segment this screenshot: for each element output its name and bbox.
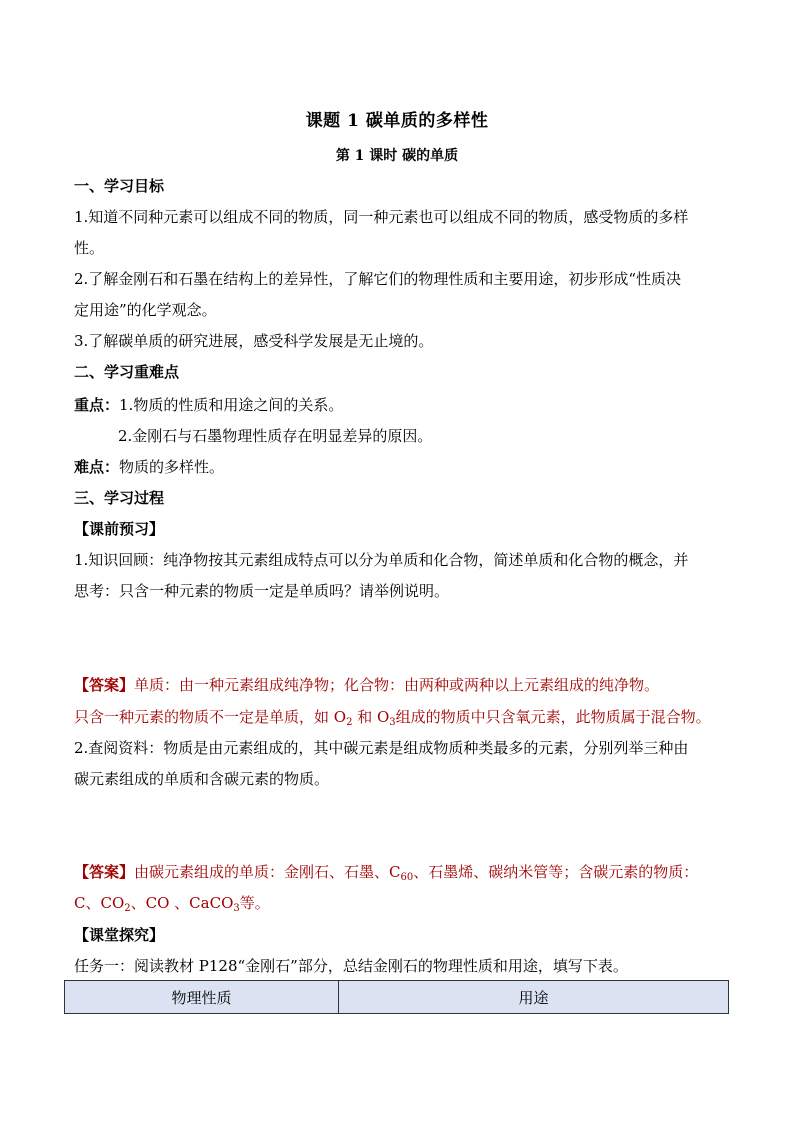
answer-2-post: 、石墨烯、碳纳米管等；含碳元素的物质：: [413, 863, 699, 881]
key-point-1-text: 1.物质的性质和用途之间的关系。: [119, 396, 344, 414]
section-heading-goals: 一、学习目标: [74, 177, 165, 195]
goal-1-line-1: 1.知道不同种元素可以组成不同的物质，同一种元素也可以组成不同的物质，感受物质的多样: [74, 208, 689, 226]
difficulty-label: 难点：: [74, 458, 120, 476]
answer-tag: 【答案】: [74, 863, 135, 881]
answer-1-post: 组成的物质中只含氧元素，此物质属于混合物。: [395, 708, 711, 726]
goal-2-line-1: 2.了解金刚石和石墨在结构上的差异性，了解它们的物理性质和主要用途，初步形成“性质决: [74, 270, 681, 288]
goal-3: 3.了解碳单质的研究进展，感受科学发展是无止境的。: [74, 332, 434, 350]
goal-1-line-2: 性。: [74, 239, 105, 257]
key-point-2: 2.金刚石与石墨物理性质存在明显差异的原因。: [118, 427, 433, 445]
subscript: 2: [124, 903, 131, 914]
goal-2-line-2: 定用途”的化学观念。: [74, 301, 217, 319]
answer-tag: 【答案】: [74, 676, 135, 694]
subscript: 2: [346, 717, 353, 728]
difficulty-point: [74, 456, 224, 477]
diamond-properties-table: [64, 980, 729, 1014]
question-1-line-1: 1.知识回顾：纯净物按其元素组成特点可以分为单质和化合物，简述单质和化合物的概念，并: [74, 551, 689, 569]
page-title: 课题 1 碳单质的多样性: [305, 111, 489, 131]
subscript: 3: [233, 903, 240, 914]
answer-1-line-1: [74, 674, 659, 695]
answer-2b-post: 等。: [239, 894, 270, 912]
answer-2-line-2: [74, 892, 270, 913]
answer-2b-pre: C、CO: [74, 894, 125, 912]
question-2-line-1: 2.查阅资料：物质是由元素组成的，其中碳元素是组成物质种类最多的元素，分别列举三种由: [74, 739, 689, 757]
answer-2-line-1: [74, 861, 698, 882]
subscript: 3: [389, 717, 396, 728]
subscript: 60: [400, 872, 414, 883]
answer-1-pre: 只含一种元素的物质不一定是单质，如 O: [74, 708, 347, 726]
preview-heading: 【课前预习】: [74, 520, 165, 538]
answer-2-pre: 由碳元素组成的单质：金刚石、石墨、C: [134, 863, 401, 881]
answer-1-text: 单质：由一种元素组成纯净物；化合物：由两种或两种以上元素组成的纯净物。: [134, 676, 660, 694]
key-label: 重点：: [74, 396, 120, 414]
task-1-instruction: 任务一：阅读教材 P128“金刚石”部分，总结金刚石的物理性质和用途，填写下表。: [74, 957, 628, 975]
table-header-properties: 物理性质: [65, 981, 339, 1014]
key-point-1: [74, 394, 343, 415]
difficulty-text: 物质的多样性。: [119, 458, 225, 476]
question-1-line-2: 思考：只含一种元素的物质一定是单质吗？请举例说明。: [74, 582, 450, 600]
answer-1-line-2: [74, 706, 711, 727]
section-heading-process: 三、学习过程: [74, 489, 165, 507]
table-header-uses: 用途: [339, 981, 729, 1014]
table-header-row: [65, 981, 729, 1014]
section-heading-key-points: 二、学习重难点: [74, 363, 180, 381]
answer-1-mid: 和 O: [352, 708, 390, 726]
question-2-line-2: 碳元素组成的单质和含碳元素的物质。: [74, 770, 330, 788]
class-explore-heading: 【课堂探究】: [74, 926, 165, 944]
page-subtitle: 第 1 课时 碳的单质: [335, 148, 459, 164]
answer-2b-mid: 、CO 、CaCO: [130, 894, 234, 912]
